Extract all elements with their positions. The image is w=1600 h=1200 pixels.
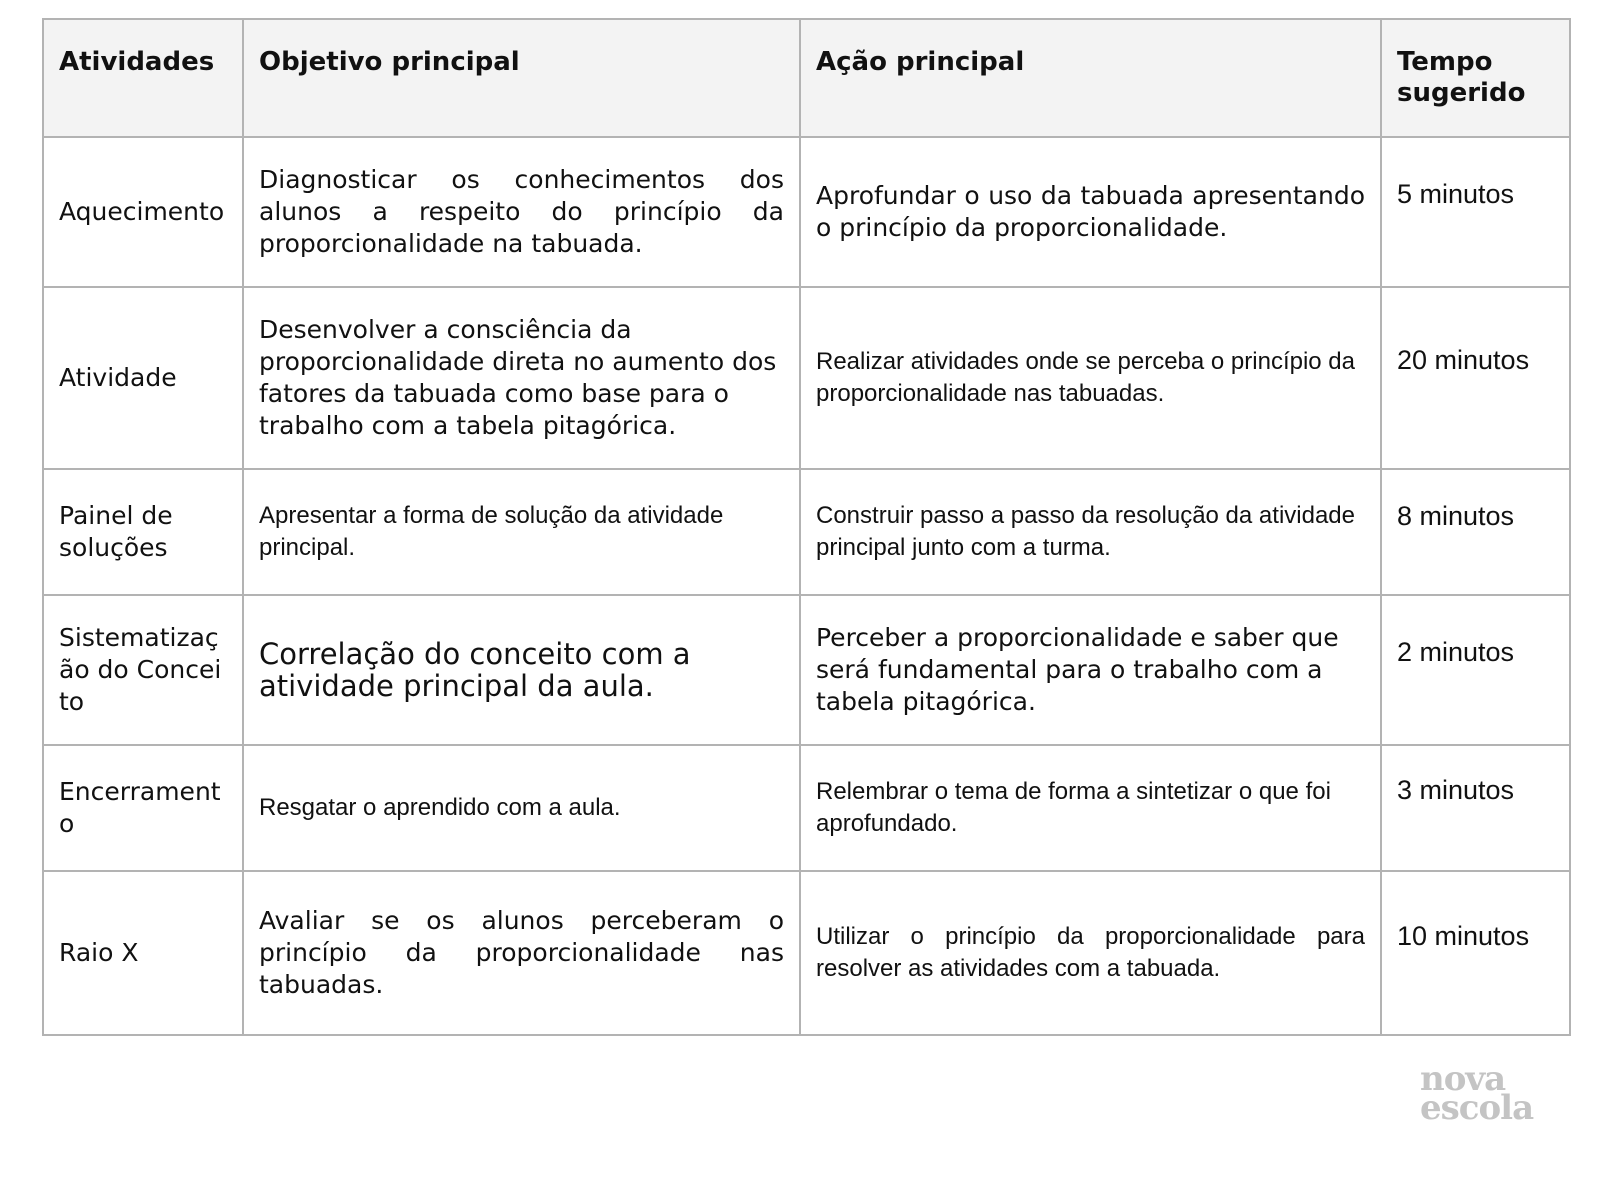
cell-atividade: Aquecimento	[43, 137, 243, 287]
cell-atividade: Sistematização do Conceito	[43, 595, 243, 745]
table-row	[43, 745, 1570, 871]
cell-tempo: 8 minutos	[1381, 469, 1570, 595]
cell-acao: Realizar atividades onde se perceba o princípio da proporcionalidade nas tabuadas.	[800, 287, 1381, 469]
cell-tempo: 20 minutos	[1381, 287, 1570, 469]
table-row	[43, 287, 1570, 469]
table-row	[43, 595, 1570, 745]
cell-objetivo: Resgatar o aprendido com a aula.	[243, 745, 800, 871]
table-row	[43, 137, 1570, 287]
cell-objetivo: Avaliar se os alunos perceberam o princípio da proporcionalidade nas tabuadas.	[243, 871, 800, 1035]
cell-acao: Construir passo a passo da resolução da atividade principal junto com a turma.	[800, 469, 1381, 595]
header-acao: Ação principal	[800, 19, 1381, 137]
header-atividades: Atividades	[43, 19, 243, 137]
lesson-plan-table	[42, 18, 1571, 1036]
cell-acao: Relembrar o tema de forma a sintetizar o que foi aprofundado.	[800, 745, 1381, 871]
logo-line-nova: nova	[1420, 1059, 1506, 1099]
header-objetivo: Objetivo principal	[243, 19, 800, 137]
table-row	[43, 871, 1570, 1035]
cell-tempo: 3 minutos	[1381, 745, 1570, 871]
table-header-row	[43, 19, 1570, 137]
cell-tempo: 10 minutos	[1381, 871, 1570, 1035]
cell-tempo: 5 minutos	[1381, 137, 1570, 287]
header-tempo: Tempo sugerido	[1381, 19, 1570, 137]
cell-objetivo: Correlação do conceito com a atividade principal da aula.	[243, 595, 800, 745]
cell-atividade: Encerramento	[43, 745, 243, 871]
cell-acao: Aprofundar o uso da tabuada apresentando o princípio da proporcionalidade.	[800, 137, 1381, 287]
cell-atividade: Atividade	[43, 287, 243, 469]
cell-objetivo: Diagnosticar os conhecimentos dos alunos a respeito do princípio da proporcionalidade na tabuada.	[243, 137, 800, 287]
cell-objetivo: Apresentar a forma de solução da atividade principal.	[243, 469, 800, 595]
cell-atividade: Raio X	[43, 871, 243, 1035]
nova-escola-logo	[1420, 1059, 1540, 1128]
logo-line-escola: escola	[1420, 1088, 1534, 1128]
table-row	[43, 469, 1570, 595]
cell-acao: Utilizar o princípio da proporcionalidade para resolver as atividades com a tabuada.	[800, 871, 1381, 1035]
cell-objetivo: Desenvolver a consciência da proporcionalidade direta no aumento dos fatores da tabuada como base para o trabalho com a tabela pitagórica.	[243, 287, 800, 469]
cell-acao: Perceber a proporcionalidade e saber que será fundamental para o trabalho com a tabela pitagórica.	[800, 595, 1381, 745]
cell-tempo: 2 minutos	[1381, 595, 1570, 745]
cell-atividade: Painel de soluções	[43, 469, 243, 595]
